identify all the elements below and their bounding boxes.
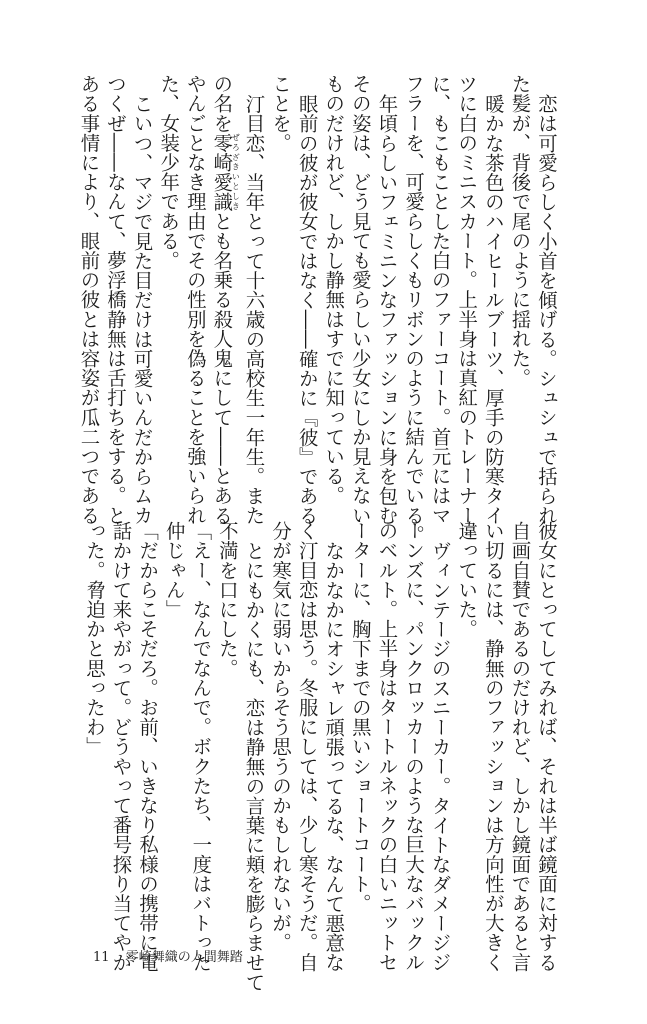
text-column: 「えー、なんでなんで。ボクたち、一度はバトった xyxy=(189,521,213,972)
text-column: 暖かな茶色のハイヒールブーツ、厚手の防寒タイ xyxy=(481,93,505,525)
text-column: なかなかにオシャレ頑張ってるな、なんて悪意な xyxy=(322,540,346,972)
text-column: こいつ、マジで見た目だけは可愛いんだからムカ xyxy=(130,93,154,525)
text-column: ーンズに、パンクロッカーのような巨大なバックル xyxy=(402,521,426,972)
running-title: 零崎舞織の人間舞踏 xyxy=(125,950,243,965)
text-column: 違っていた。 xyxy=(455,521,479,639)
text-column: 眼前の彼が彼女ではなく――確かに『彼』である xyxy=(295,93,319,525)
text-column: 仲じゃん」 xyxy=(162,521,186,619)
text-column: つくぜ――なんて、夢浮橋静無は舌打ちをする。と xyxy=(104,74,127,525)
text-column: った。脅迫かと思ったわ」 xyxy=(82,521,106,757)
text-column: ヴィンテージのスニーカー。タイトなダメージジ xyxy=(428,540,452,972)
page-footer xyxy=(93,946,255,965)
text-column: 「だからこそだろ。お前、いきなり私様の携帯に電 xyxy=(136,521,160,972)
text-column: 恋は可愛らしく小首を傾げる。シュシュで括られ xyxy=(535,93,558,525)
text-column: く汀目恋は思う。冬服にしては、少し寒そうだ。自 xyxy=(295,521,319,972)
text-column: やんごとなき理由でその性別を偽ることを強いられ xyxy=(183,74,207,525)
text-column: い切るには、静無のファッションは方向性が大きく xyxy=(481,521,505,972)
text-segment: とも名乗る殺人鬼にして――とある xyxy=(210,211,234,525)
text-column: 不満を口にした。 xyxy=(215,521,239,678)
upper-text-block xyxy=(75,74,559,545)
text-column: フラーを、可愛らしくもリボンのように結んでいる。 xyxy=(402,74,426,545)
text-column: た、女装少年である。 xyxy=(157,74,181,270)
text-column: 彼女にとってしてみれば、それは半ば鏡面に対する xyxy=(535,521,558,972)
text-column: た髪が、背後で尾のように揺れた。 xyxy=(508,74,532,388)
text-column: 自画自賛であるのだけれど、しかし鏡面であると言 xyxy=(508,521,532,972)
text-column: ツに白のミニスカート。上半身は真紅のトレーナー xyxy=(455,74,479,525)
page-number: 11 xyxy=(93,950,110,965)
text-column: ものだけれど、しかし静無はすでに知っている。 xyxy=(322,74,346,506)
text-segment: の名を xyxy=(210,74,234,133)
text-column: 年頃らしいフェミニンなファッションに身を包む xyxy=(375,93,399,525)
ruby-base: 零崎愛識 xyxy=(210,132,234,212)
ruby-reading: ぜろざきいとしき xyxy=(231,132,241,212)
text-column: ことを。 xyxy=(269,74,293,153)
ruby-name xyxy=(210,132,241,212)
text-column: その姿は、どう見ても愛らしい少女にしか見えない xyxy=(348,74,372,525)
text-column xyxy=(208,74,241,525)
text-column: のベルト。上半身はタートルネックの白いニットセ xyxy=(375,521,399,972)
text-column: 汀目恋、当年とって十六歳の高校生一年生。また xyxy=(242,93,266,525)
text-column: に、もこもことした白のファーコート。首元にはマ xyxy=(428,74,452,525)
text-column: ーターに、胸下までの黒いショートコート。 xyxy=(348,521,372,913)
text-column: とにもかくにも、恋は静無の言葉に頬を膨らませて xyxy=(242,540,266,992)
text-column: ある事情により、眼前の彼とは容姿が瓜二つである xyxy=(77,74,101,525)
text-column: 話かけて来やがって。どうやって番号探り当てやが xyxy=(109,521,133,972)
text-column: 分が寒気に弱いからそう思うのかもしれないが。 xyxy=(269,521,293,953)
